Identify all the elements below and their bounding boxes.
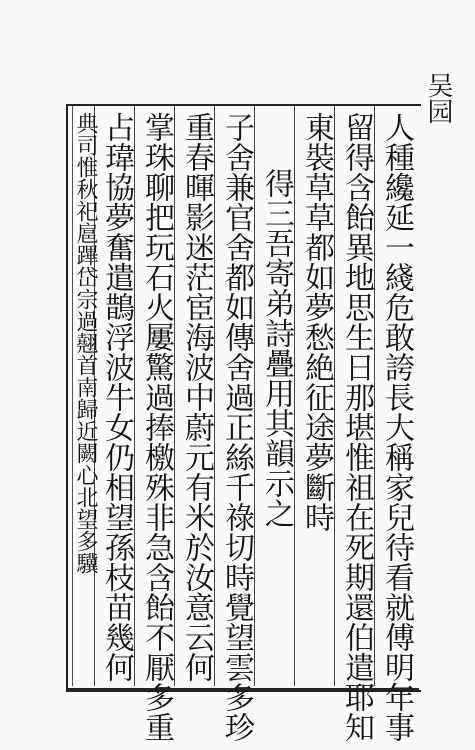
- text-column-6: 重春暉影迷茫宦海波中蔚元有米於汝意云何: [179, 112, 214, 682]
- text-column-2: 留得含飴異地思生日那堪惟祖在死期還伯遣耶知: [339, 112, 374, 742]
- text-column-8: 占瑋協夢奮遣鵲浮波牛女仍相望孫枝苗幾何: [99, 112, 134, 682]
- text-column-9: 典司惟秋祀扈蹕岱宗過翹首南歸近闕心北望多驥: [73, 112, 98, 574]
- running-head: 吴园: [423, 72, 453, 124]
- bottom-rule: [66, 688, 419, 690]
- text-column-7: 掌珠聊把玩石火屢驚過捧檄殊非急含飴不厭多重: [139, 112, 174, 742]
- text-column-1: 人種纔延一綫危敢誇長大稱家兒待看就傅明年事: [379, 112, 414, 742]
- text-column-5: 子舍兼官舍都如傳舍過正絲千祿切時覺望雲多珍: [219, 112, 254, 742]
- poem-title-column: 得三吾寄弟詩疊用其韻示之: [259, 168, 294, 528]
- text-column-3: 東裝草草都如夢愁絶征途夢斷時: [299, 112, 334, 532]
